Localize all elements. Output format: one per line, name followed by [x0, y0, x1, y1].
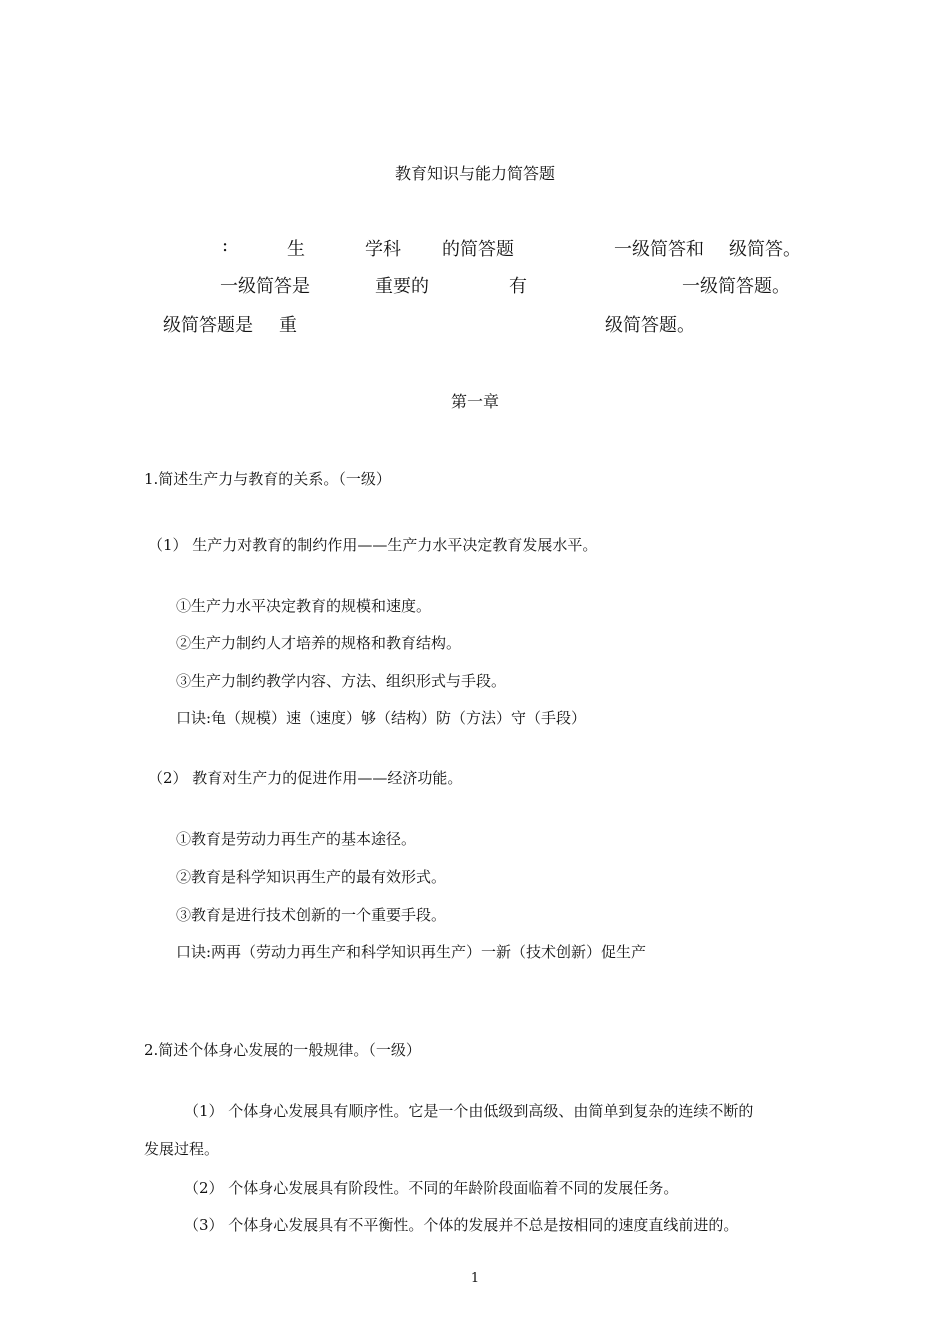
- document-title: 教育知识与能力简答题: [394, 164, 555, 183]
- list-item: ①生产力水平决定教育的规模和速度。: [176, 597, 432, 615]
- question-heading: 2.简述个体身心发展的一般规律。（一级）: [144, 1041, 421, 1059]
- mnemonic: 口诀:龟（规模）速（速度）够（结构）防（方法）守（手段）: [176, 709, 587, 727]
- intro-fragment: 级简答。: [729, 239, 801, 260]
- question-heading: 1.简述生产力与教育的关系。（一级）: [144, 470, 391, 488]
- paragraph: 发展过程。: [144, 1140, 220, 1158]
- intro-fragment: 学科: [365, 239, 401, 260]
- intro-fragment: 生: [287, 239, 305, 260]
- section-heading: （1） 生产力对教育的制约作用——生产力水平决定教育发展水平。: [148, 536, 598, 554]
- page-number: 1: [470, 1271, 480, 1286]
- paragraph: （2） 个体身心发展具有阶段性。不同的年龄阶段面临着不同的发展任务。: [184, 1179, 679, 1197]
- section-heading: （2） 教育对生产力的促进作用——经济功能。: [148, 769, 463, 787]
- intro-fragment: 级简答题。: [605, 315, 695, 336]
- paragraph: （1） 个体身心发展具有顺序性。它是一个由低级到高级、由简单到复杂的连续不断的: [184, 1102, 754, 1120]
- list-item: ①教育是劳动力再生产的基本途径。: [176, 830, 417, 848]
- intro-fragment: 重要的: [375, 276, 429, 297]
- list-item: ③生产力制约教学内容、方法、组织形式与手段。: [176, 672, 507, 690]
- intro-fragment: 一级简答和: [614, 239, 704, 260]
- list-item: ③教育是进行技术创新的一个重要手段。: [176, 906, 447, 924]
- intro-fragment: 级简答题是: [163, 315, 253, 336]
- mnemonic: 口诀:两再（劳动力再生产和科学知识再生产）一新（技术创新）促生产: [176, 943, 647, 961]
- intro-fragment: :: [222, 235, 229, 256]
- paragraph: （3） 个体身心发展具有不平衡性。个体的发展并不总是按相同的速度直线前进的。: [184, 1216, 739, 1234]
- list-item: ②教育是科学知识再生产的最有效形式。: [176, 868, 447, 886]
- list-item: ②生产力制约人才培养的规格和教育结构。: [176, 634, 462, 652]
- intro-fragment: 有: [509, 276, 527, 297]
- intro-fragment: 的简答题: [442, 239, 514, 260]
- chapter-heading: 第一章: [450, 392, 499, 411]
- intro-fragment: 一级简答题。: [682, 276, 790, 297]
- intro-fragment: 一级简答是: [220, 276, 310, 297]
- intro-fragment: 重: [279, 315, 297, 336]
